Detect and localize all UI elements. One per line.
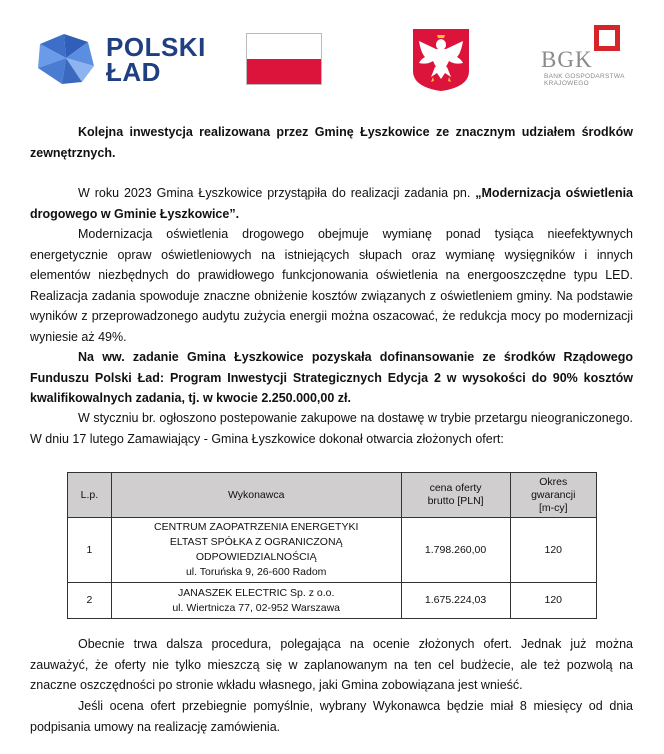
header-gwarancja <box>510 473 597 518</box>
table-row <box>68 518 597 583</box>
table-header-row <box>68 473 597 518</box>
paragraph-1-text: W roku 2023 Gmina Łyszkowice przystąpiła do realizacji zadania pn. <box>78 186 476 200</box>
polish-flag <box>246 33 322 85</box>
row-lp: 1 <box>68 518 112 583</box>
polski-lad-logo <box>36 30 206 90</box>
bgk-square-mark <box>594 25 620 51</box>
paragraph-2: Modernizacja oświetlenia drogowego obejmuje wymianę ponad tysiąca nieefektywnych energetycznie opraw oświetleniowych na istniejących słupach oraz wymianę wysięgników i innych elementów niezbędnych do prawidłowego funkcjonowania oświetlenia na energooszczędne typu LED. Realizacja zadania spowoduje znaczne obniżenie kosztów związanych z oświetleniem gminy. Na podstawie wyników z przeprowadzonego audytu zużycia energii można oszacować, że redukcja mocy po modernizacji wyniesie aż 49%. <box>30 227 633 344</box>
paragraph-1-task-name: „Modernizacja oświetlenia drogowego w Gminie Łyszkowice”. <box>30 186 634 221</box>
paragraph-6: Jeśli ocena ofert przebiegnie pomyślnie, wybrany Wykonawca będzie miał 8 miesięcy od dnia podpisania umowy na realizację zamówienia. <box>30 699 633 734</box>
paragraph-4: W styczniu br. ogłoszono postepowanie zakupowe na dostawę w trybie przetargu nieograniczonego. W dniu 17 lutego Zamawiający - Gmina Łyszkowice dokonał otwarcia złożonych ofert: <box>30 411 633 446</box>
header-gw-line3: [m-cy] <box>538 501 568 514</box>
header-gw-line2: gwarancji <box>531 488 576 501</box>
flag-red-stripe <box>247 59 321 84</box>
row-wykonawca-name1: CENTRUM ZAOPATRZENIA ENERGETYKI <box>154 521 359 533</box>
paragraph-1 <box>30 183 633 224</box>
paragraph-5: Obecnie trwa dalsza procedura, polegająca na ocenie złożonych ofert. Jednak już można zauważyć, że oferty nie tylko mieszczą się w zaplanowanym na ten cel budżecie, ale też pozwolą na znaczne oszczędności po stronie wkładu własnego, jaki Gmina zobowiązana jest wnieść. <box>30 637 633 692</box>
header-wykonawca: Wykonawca <box>111 473 401 518</box>
row-wykonawca-name2: ELTAST SPÓŁKA Z OGRANICZONĄ ODPOWIEDZIALNOŚCIĄ <box>169 536 343 563</box>
row-wykonawca <box>111 583 401 619</box>
flag-white-stripe <box>247 34 321 59</box>
table-row <box>68 583 597 619</box>
polish-eagle-emblem <box>411 27 471 93</box>
row-wykonawca-name1: JANASZEK ELECTRIC Sp. z o.o. <box>178 586 335 599</box>
logo-bar <box>0 0 664 100</box>
bgk-subtitle <box>544 73 625 87</box>
header-cena-line2: brutto [PLN] <box>427 495 484 507</box>
row-price: 1.675.224,03 <box>401 583 510 619</box>
polski-lad-mark-icon <box>36 30 100 90</box>
row-price: 1.798.260,00 <box>401 518 510 583</box>
polski-lad-wordmark <box>106 32 206 87</box>
polski-lad-line1: POLSKI <box>106 32 206 62</box>
header-lp: L.p. <box>68 473 112 518</box>
polski-lad-line2: ŁAD <box>106 57 161 87</box>
intro-paragraph: Kolejna inwestycja realizowana przez Gminę Łyszkowice ze znacznym udziałem środków zewnętrznych. <box>30 125 633 160</box>
white-eagle-icon <box>411 27 471 93</box>
paragraph-3: Na ww. zadanie Gmina Łyszkowice pozyskała dofinansowanie ze środków Rządowego Funduszu Polski Ład: Program Inwestycji Strategicznych Edycja 2 w wysokości do 90% kosztów kwalifikowalnych zadania, tj. w kwocie 2.250.000,00 zł. <box>30 350 633 405</box>
bgk-sub-line2: KRAJOWEGO <box>544 80 589 87</box>
bgk-sub-line1: BANK GOSPODARSTWA <box>544 73 625 80</box>
header-gw-line1: Okres <box>539 475 568 488</box>
row-wykonawca-address: ul. Wiertnicza 77, 02-952 Warszawa <box>172 601 341 614</box>
header-cena <box>401 473 510 518</box>
header-cena-line1: cena oferty <box>429 482 482 494</box>
bgk-logo <box>532 25 628 89</box>
offers-table <box>67 472 597 619</box>
row-wykonawca <box>111 518 401 583</box>
row-warranty: 120 <box>510 518 597 583</box>
row-wykonawca-address: ul. Toruńska 9, 26-600 Radom <box>185 566 327 578</box>
bgk-letters: BGK <box>541 47 593 72</box>
row-lp: 2 <box>68 583 112 619</box>
row-warranty: 120 <box>510 583 597 619</box>
